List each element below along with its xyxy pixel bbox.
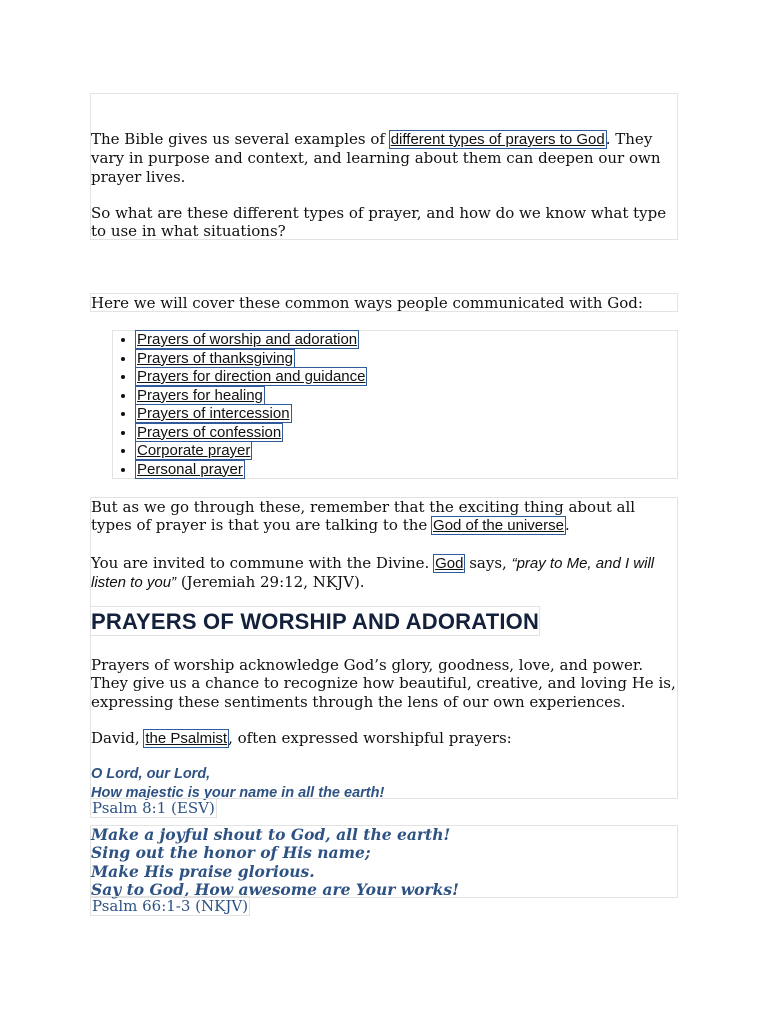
intro-text: The Bible gives us several examples of xyxy=(91,130,390,148)
toc-link[interactable]: Prayers of thanksgiving xyxy=(137,349,293,367)
intro-text-after: . They vary in purpose and context, and learning about them can deepen our own prayer lives. xyxy=(91,130,661,186)
intro-block xyxy=(90,93,678,240)
worship-paragraph: Prayers of worship acknowledge God’s glory, goodness, love, and power. They give us a chance to recognize how beautiful, creative, and loving He is, expressing these sentiments through the lens of our own experiences. xyxy=(91,656,676,711)
toc-item xyxy=(136,387,677,406)
jeremiah-quote: “pray to Me, and I will listen to you” xyxy=(91,554,655,591)
cover-line xyxy=(90,293,678,312)
god-of-universe-link[interactable]: God of the universe xyxy=(433,517,564,535)
psalm8-line-1: O Lord, our Lord, xyxy=(91,766,211,783)
section-heading: PRAYERS OF WORSHIP AND ADORATION xyxy=(90,606,540,636)
psalm8-quote xyxy=(91,765,677,802)
main-block xyxy=(90,497,678,799)
david-paragraph xyxy=(91,729,677,748)
invited-text: You are invited to commune with the Divine. xyxy=(91,553,435,572)
cover-line-text: Here we will cover these common ways people communicated with God: xyxy=(91,294,643,312)
toc-item xyxy=(136,461,677,480)
toc-list xyxy=(113,331,677,479)
toc-link[interactable]: Prayers for direction and guidance xyxy=(137,368,366,385)
remember-text-after: . xyxy=(564,516,570,535)
intro-paragraph-1 xyxy=(91,130,677,186)
toc-item xyxy=(136,368,677,387)
toc-item xyxy=(136,350,677,369)
psalm66-line-1: Make a joyful shout to God, all the earth! xyxy=(91,825,451,844)
toc-item xyxy=(136,331,677,350)
intro-paragraph-2: So what are these different types of prayer, and how do we know what type to use in what situations? xyxy=(91,203,667,241)
toc-item xyxy=(136,424,677,443)
invited-mid: says, xyxy=(464,553,512,572)
toc-item xyxy=(136,405,677,424)
david-text: David, xyxy=(91,729,145,748)
invited-citation: (Jeremiah 29:12, NKJV). xyxy=(176,572,365,591)
toc-link[interactable]: Prayers of intercession xyxy=(137,405,290,422)
psalm8-citation: Psalm 8:1 (ESV) xyxy=(92,799,215,817)
toc-block xyxy=(112,330,678,479)
david-text-after: , often expressed worshipful prayers: xyxy=(228,729,512,748)
toc-link[interactable]: Corporate prayer xyxy=(137,442,251,459)
toc-link[interactable]: Prayers of confession xyxy=(137,423,282,441)
remember-text: But as we go through these, remember that the exciting thing about all types of prayer is that you are talking to the xyxy=(91,498,636,535)
psalm8-line-2: How majestic is your name in all the earth! xyxy=(91,784,385,801)
psalm66-line-4: Say to God, How awesome are Your works! xyxy=(91,880,459,900)
toc-link[interactable]: Personal prayer xyxy=(137,460,243,478)
psalm66-line-3: Make His praise glorious. xyxy=(91,861,315,881)
different-types-link[interactable]: different types of prayers to God xyxy=(390,131,605,148)
psalm66-line-2: Sing out the honor of His name; xyxy=(91,843,371,863)
psalm66-citation: Psalm 66:1-3 (NKJV) xyxy=(92,897,249,915)
the-psalmist-link[interactable]: the Psalmist xyxy=(145,730,228,748)
toc-link[interactable]: Prayers for healing xyxy=(137,386,263,404)
toc-item xyxy=(136,442,677,461)
remember-paragraph xyxy=(91,498,677,536)
psalm66-block xyxy=(90,825,678,898)
invited-paragraph xyxy=(91,554,677,593)
toc-link[interactable]: Prayers of worship and adoration xyxy=(137,331,358,348)
god-link[interactable]: God xyxy=(435,554,464,572)
